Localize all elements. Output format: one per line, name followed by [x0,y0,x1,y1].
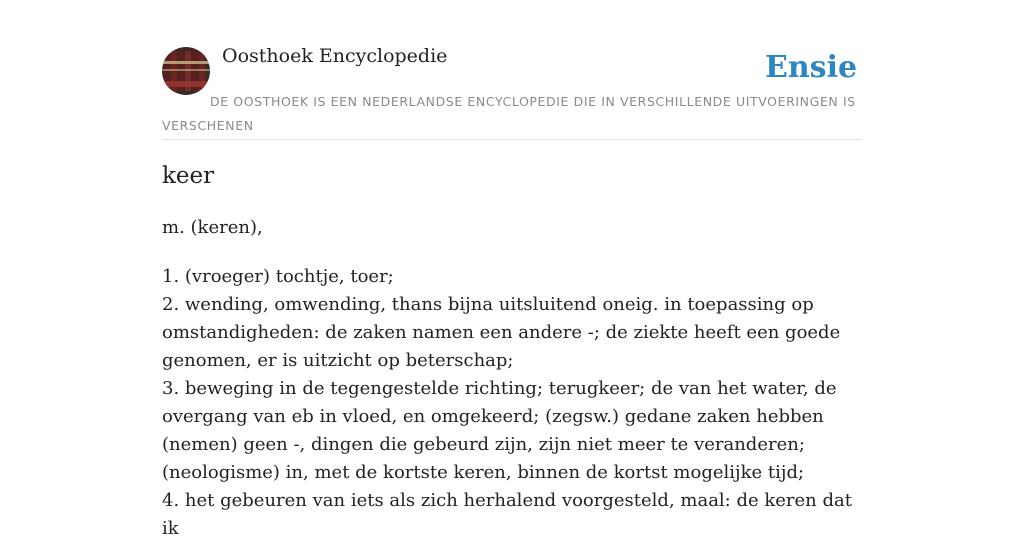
header-divider [162,139,862,140]
avatar[interactable] [162,47,210,95]
definition-list [162,263,862,543]
encyclopedia-books-icon [162,47,210,95]
brand-logo[interactable]: Ensie [765,50,858,85]
site-title[interactable]: Oosthoek Encyclopedie [222,45,448,67]
entry-headword: keer [162,163,215,189]
definition-item: 3. beweging in de tegengestelde richting; terugkeer; de van het water, de overgang van eb in vloed, en omgekeerd; (zegsw.) gedane zaken hebben (nemen) geen -, dingen die gebeurd zijn, zijn niet meer te veranderen; (neologisme) in, met de kortste keren, binnen de kortst mogelijke tijd; [162,378,837,483]
definition-item: 2. wending, omwending, thans bijna uitsluitend oneig. in toepassing op omstandigheden: de zaken namen een andere -; de ziekte heeft een goede genomen, er is uitzicht op beterschap; [162,294,841,371]
entry-grammar: m. (keren), [162,217,263,238]
site-subtitle: DE OOSTHOEK IS EEN NEDERLANDSE ENCYCLOPEDIE DIE IN VERSCHILLENDE UITVOERINGEN IS VERSCHENEN [162,94,856,133]
definition-item: 4. het gebeuren van iets als zich herhalend voorgesteld, maal: de keren dat ik [162,490,852,539]
definition-item: 1. (vroeger) tochtje, toer; [162,266,394,287]
